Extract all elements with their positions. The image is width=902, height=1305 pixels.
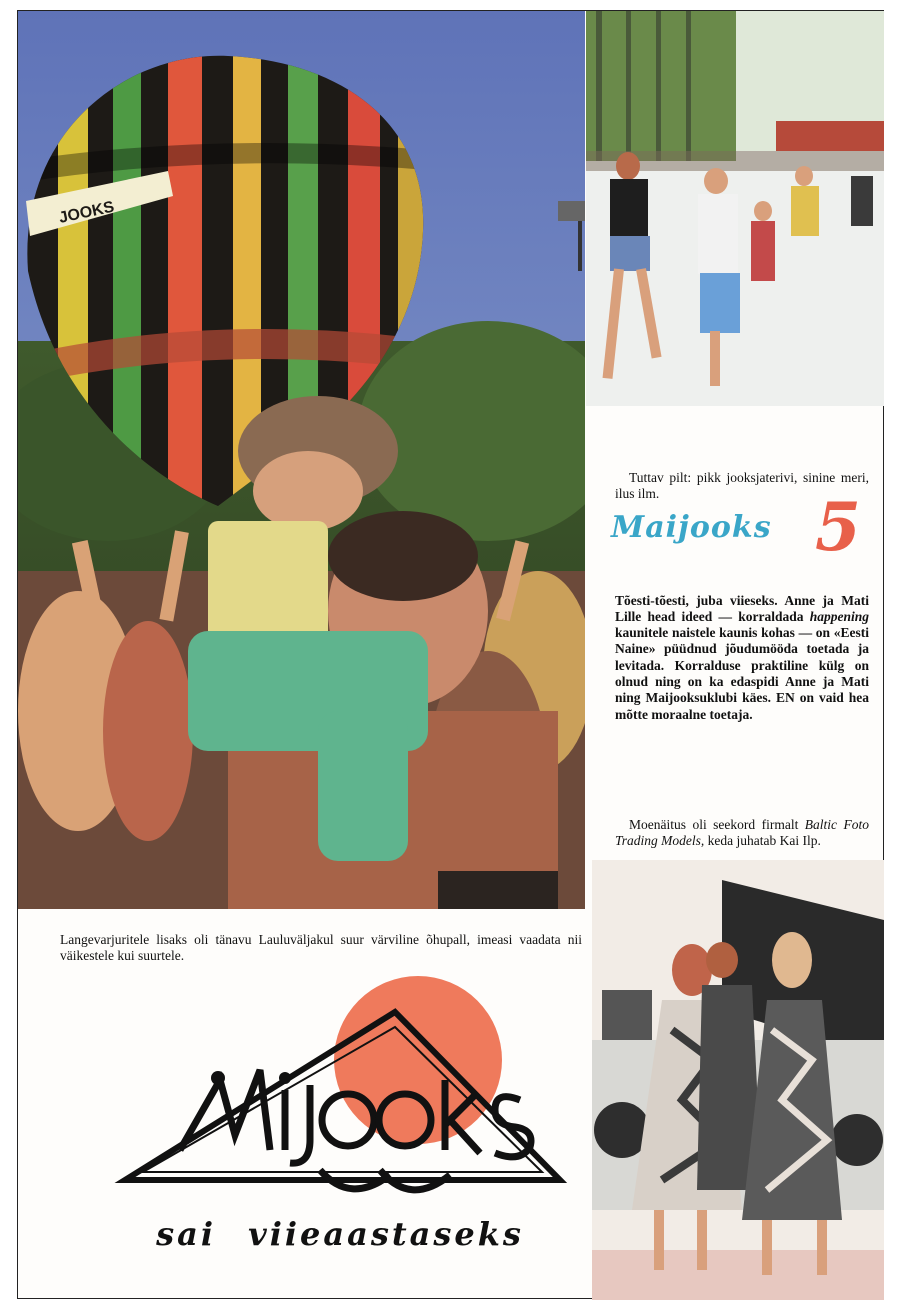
maijooks-5-title <box>611 488 881 568</box>
article-happening: happening <box>809 608 869 624</box>
show-caption-firm: Baltic Foto Trading Models, <box>615 816 869 848</box>
runners-photo <box>586 11 884 406</box>
title-number: 5 <box>815 488 861 566</box>
runners-caption: Tuttav pilt: pikk jooksjaterivi, sinine meri, ilus ilm. <box>615 469 869 501</box>
article-part-2: kaunitele naistele kaunis kohas — on «Eesti Naine» püüdnud jõudumööda toetada ja levitada. Korralduse praktiline külg on olnud ning on ka edaspidi Anne ja Mati ning Maijooksuklubi käes. EN on vaid hea mõtte moraalne toetaja. <box>615 625 869 722</box>
title-word: Maijooks <box>611 510 772 545</box>
maijooks-logo <box>110 975 580 1225</box>
logo-tagline: sai viieaastaseks <box>156 1215 524 1253</box>
show-caption-prefix: Moenäitus oli seekord firmalt <box>629 816 805 832</box>
fashion-show-photo <box>592 860 884 1300</box>
balloon-caption: Langevarjuritele lisaks oli tänavu Lauluväljakul suur värviline õhupall, imeasi vaadata nii väikestele kui suurtele. <box>60 931 582 963</box>
logo-sun <box>334 976 502 1144</box>
fashion-show-caption <box>615 817 869 849</box>
balloon-banner-text: JOOKS <box>57 198 116 227</box>
balloon-photo <box>18 11 585 909</box>
article-body <box>615 593 869 723</box>
article-part-1: Tõesti-tõesti, juba viieseks. Anne ja Mati Lille head ideed — korraldada <box>615 592 869 624</box>
show-caption-suffix: keda juhatab Kai Ilp. <box>704 832 821 848</box>
